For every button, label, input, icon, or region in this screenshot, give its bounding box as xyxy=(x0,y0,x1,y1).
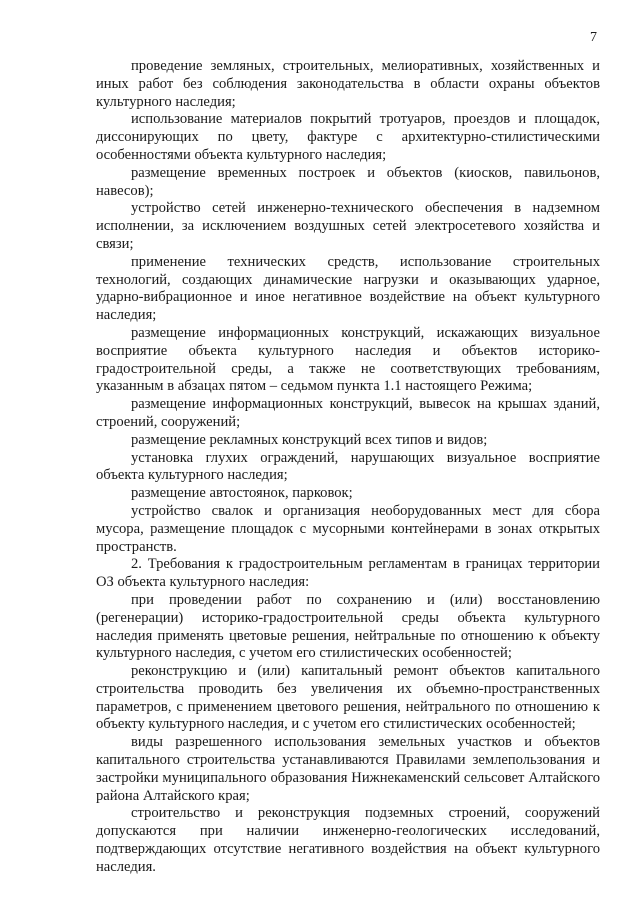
paragraph: при проведении работ по сохранению и (или) восстановлению (регенерации) историко-градостроительной среды объекта культурного наследия применять цветовые решения, нейтральные по отношению к объекту культурного наследия, с учетом его стилистических особенностей; xyxy=(96,591,600,662)
document-body xyxy=(96,58,600,877)
paragraph: строительство и реконструкция подземных строений, сооружений допускаются при наличии инженерно-геологических исследований, подтверждающих отсутствие негативного воздействия на объект культурного наследия. xyxy=(96,805,600,875)
section-heading-paragraph: 2. Требования к градостроительным регламентам в границах территории ОЗ объекта культурного наследия: xyxy=(96,556,600,591)
paragraph: установка глухих ограждений, нарушающих визуальное восприятие объекта культурного наследия; xyxy=(96,449,600,484)
paragraph: размещение автостоянок, парковок; xyxy=(131,485,353,502)
paragraph: виды разрешенного использования земельных участков и объектов капитального строительства устанавливаются Правилами землепользования и застройки муниципального образования Нижнекаменский сельсовет Алтайского района Алтайского края; xyxy=(96,734,600,804)
paragraph: размещение информационных конструкций, вывесок на крышах зданий, строений, сооружений; xyxy=(96,396,600,430)
paragraph: размещение рекламных конструкций всех типов и видов; xyxy=(131,431,488,448)
paragraph: использование материалов покрытий тротуаров, проездов и площадок, диссонирующих по цвету, фактуре с архитектурно-стилистическими особенностями объекта культурного наследия; xyxy=(96,111,600,163)
paragraph: устройство сетей инженерно-технического обеспечения в надземном исполнении, за исключением воздушных сетей электросетевого хозяйства и связи; xyxy=(96,200,600,252)
paragraph: размещение временных построек и объектов (киосков, павильонов, навесов); xyxy=(96,164,600,199)
paragraph: применение технических средств, использование строительных технологий, создающих динамические нагрузки и оказывающих ударное, ударно-вибрационное и иное негативное воздействие на объект культурного наследия; xyxy=(96,253,600,324)
paragraph: размещение информационных конструкций, искажающих визуальное восприятие объекта культурного наследия и объектов историко-градостроительной среды, а также не соответствующих требованиям, указанным в абзацах пятом – седьмом пункта 1.1 настоящего Режима; xyxy=(96,324,600,395)
paragraph: устройство свалок и организация необорудованных мест для сбора мусора, размещение площадок с мусорными контейнерами в зонах открытых пространств. xyxy=(96,502,600,555)
paragraph: реконструкцию и (или) капитальный ремонт объектов капитального строительства проводить без увеличения их объемно-пространственных параметров, с применением цветового решения, нейтрального по отношению к объекту культурного наследия, и с учетом его стилистических особенностей; xyxy=(96,663,600,733)
page-number: 7 xyxy=(590,30,597,45)
paragraph: проведение земляных, строительных, мелиоративных, хозяйственных и иных работ без соблюдения законодательства в области охраны объектов культурного наследия; xyxy=(96,58,600,110)
